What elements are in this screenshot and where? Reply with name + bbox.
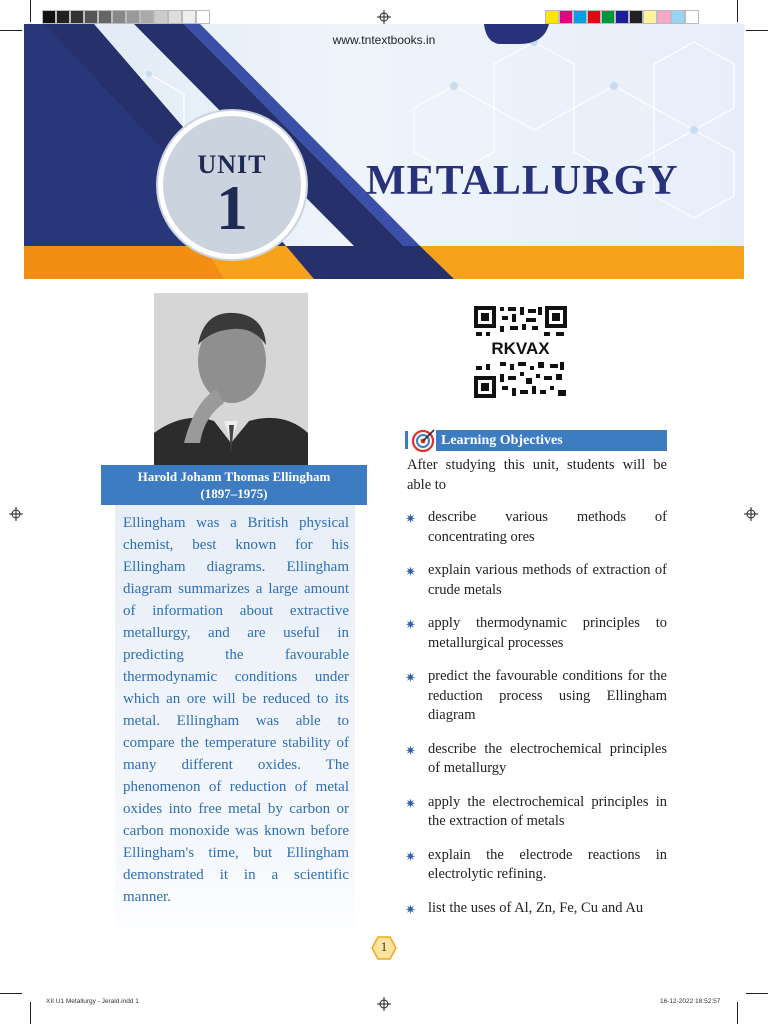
- color-swatches: [545, 10, 699, 24]
- registration-mark-icon: [377, 10, 391, 24]
- learning-objectives-heading: Learning Objectives: [441, 433, 563, 448]
- unit-label: UNIT: [197, 150, 267, 179]
- scientist-bio: Ellingham was a British physical chemist, best known for his Ellingham diagrams. Ellingham diagram summarizes a large amount of information about extractive metallurgy, and are useful in predicting the favourable thermodynamic conditions under which an ore will be reduced to its metal. Ellingham was able to compare the temperature stability of many different oxides. The phenomenon of reduction of metal oxides into free metal by carbon or carbon monoxide was known before Ellingham's time, but Ellingham demonstrated it in a scientific manner.: [123, 515, 349, 905]
- crop-mark: [0, 993, 22, 994]
- page-number: 1: [380, 939, 388, 954]
- objectives-intro: After studying this unit, students will be able to: [407, 457, 667, 493]
- crop-mark: [746, 993, 768, 994]
- website-url: www.tntextbooks.in: [332, 33, 436, 47]
- crop-mark: [0, 30, 22, 31]
- list-item: ✷ list the uses of Al, Zn, Fe, Cu and Au: [405, 899, 667, 919]
- bullet-icon: ✷: [405, 617, 416, 632]
- scientist-years: (1897–1975): [200, 486, 268, 501]
- footer-file-info: XII U1 Metallurgy - Jerald.indd 1: [46, 998, 139, 1005]
- list-item: ✷ apply the electrochemical principles in the extraction of metals: [405, 793, 667, 829]
- qr-code-label: RKVAX: [491, 339, 550, 358]
- grayscale-swatches: [42, 10, 210, 24]
- crop-mark: [30, 0, 31, 22]
- list-item: ✷ explain the electrode reactions in electrolytic refining.: [405, 846, 667, 882]
- bullet-icon: ✷: [405, 795, 416, 811]
- list-item: ✷ explain various methods of extraction of crude metals: [405, 562, 667, 598]
- registration-mark-icon: [377, 997, 391, 1011]
- chapter-title: METALLURGY: [366, 158, 679, 204]
- scientist-name-box: [101, 465, 367, 505]
- footer-timestamp: 16-12-2022 18:52:57: [660, 998, 721, 1005]
- bullet-icon: ✷: [405, 901, 416, 917]
- target-icon: [404, 427, 436, 453]
- unit-banner: [24, 24, 744, 279]
- portrait-image: [154, 293, 308, 469]
- scientist-portrait: [154, 293, 308, 469]
- bullet-icon: ✷: [405, 670, 416, 685]
- scientist-name: Harold Johann Thomas Ellingham: [137, 469, 331, 484]
- list-item: ✷ describe various methods of concentrating ores: [405, 509, 667, 545]
- bullet-icon: ✷: [405, 742, 416, 758]
- registration-mark-icon: [744, 507, 758, 521]
- list-item: ✷ predict the favourable conditions for the reduction process using Ellingham diagram: [405, 668, 667, 723]
- unit-number: 1: [216, 172, 248, 243]
- list-item: ✷ describe the electrochemical principles of metallurgy: [405, 740, 667, 776]
- objectives-list: [405, 508, 667, 932]
- bullet-icon: ✷: [405, 564, 416, 579]
- crop-mark: [746, 30, 768, 31]
- registration-mark-icon: [9, 507, 23, 521]
- crop-mark: [737, 0, 738, 22]
- banner-artwork: [24, 24, 744, 279]
- crop-mark: [30, 1002, 31, 1024]
- qr-code[interactable]: [472, 304, 569, 400]
- bullet-icon: ✷: [405, 848, 416, 864]
- bullet-icon: ✷: [405, 511, 416, 526]
- list-item: ✷ apply thermodynamic principles to metallurgical processes: [405, 615, 667, 651]
- crop-mark: [737, 1002, 738, 1024]
